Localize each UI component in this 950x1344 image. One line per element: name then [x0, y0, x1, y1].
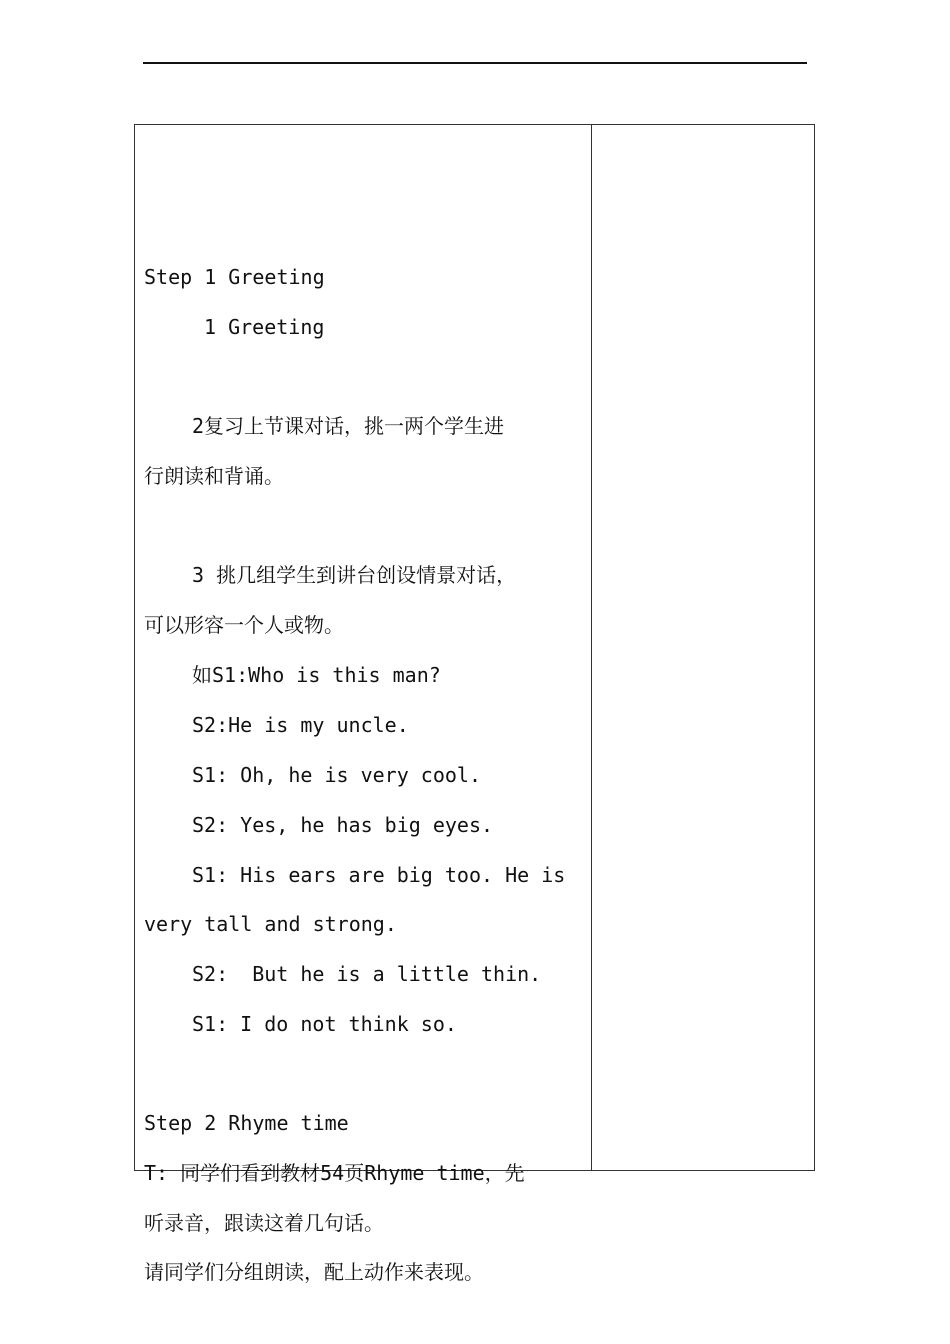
notes-cell: [592, 125, 814, 1170]
rhyme-instruction-line-3: 请同学们分组朗读，配上动作来表现。: [144, 1260, 484, 1284]
step-1-heading: Step 1 Greeting: [144, 265, 325, 289]
dialogue-line: 如S1:Who is this man?: [192, 663, 441, 687]
lesson-plan-table: [134, 124, 815, 1284]
situation-item-line-2: 可以形容一个人或物。: [144, 613, 344, 637]
review-item-line-1: 2复习上节课对话，挑一两个学生进: [192, 414, 505, 438]
dialogue-line: S1: His ears are big too. He is: [192, 863, 566, 887]
teaching-procedure-cell: [135, 125, 592, 1284]
review-item-line-2: 行朗读和背诵。: [144, 464, 284, 488]
header-rule: [143, 62, 807, 64]
rhyme-instruction-line-2: 听录音，跟读这着几句话。: [144, 1211, 384, 1235]
situation-item-line-1: 3 挑几组学生到讲台创设情景对话，: [192, 563, 517, 587]
dialogue-line: S2: But he is a little thin.: [192, 962, 542, 986]
dialogue-line: S1: Oh, he is very cool.: [192, 763, 481, 787]
dialogue-line-continued: very tall and strong.: [144, 912, 397, 936]
dialogue-line: S2: Yes, he has big eyes.: [192, 813, 494, 837]
greeting-item: 1 Greeting: [204, 315, 325, 339]
dialogue-line: S1: I do not think so.: [192, 1012, 457, 1036]
rhyme-instruction-line-1: T: 同学们看到教材54页Rhyme time，先: [144, 1161, 525, 1185]
dialogue-line: S2:He is my uncle.: [192, 713, 409, 737]
step-2-heading: Step 2 Rhyme time: [144, 1111, 349, 1135]
